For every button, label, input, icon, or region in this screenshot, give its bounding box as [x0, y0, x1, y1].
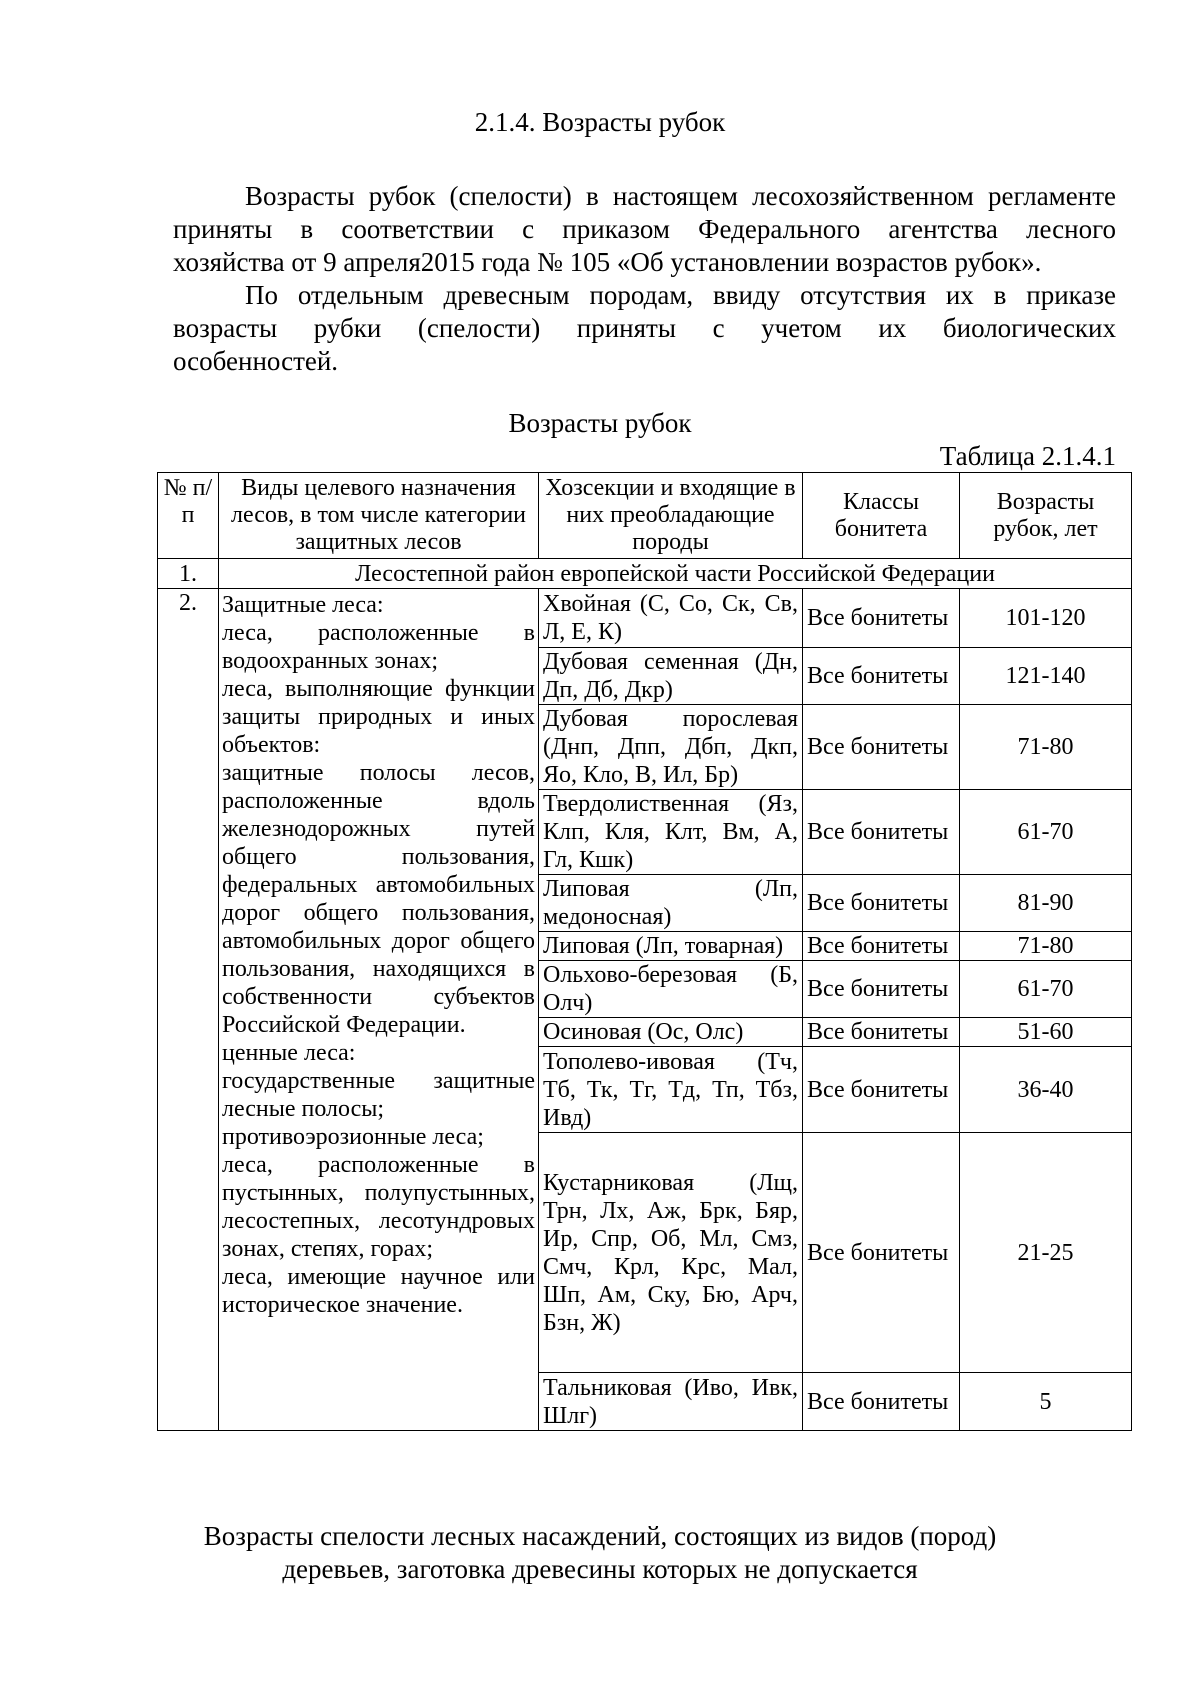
section-cell: Тальниковая (Иво, Ивк, Шлг)	[539, 1373, 803, 1431]
purpose-line: лесные полосы;	[222, 1096, 385, 1122]
cutting-ages-table	[157, 472, 1132, 1431]
intro-p2-line: возрасты рубки (спелости) приняты с учетом их биологических	[173, 313, 1116, 343]
class-cell: Все бонитеты	[803, 932, 960, 961]
region-num: 1.	[158, 559, 219, 589]
purpose-line: автомобильных дорог общего	[222, 928, 535, 954]
section-cell: Кустарниковая (Лщ, Трн, Лх, Аж, Брк, Бяр, Ир, Спр, Об, Мл, Смз, Смч, Крл, Крс, Мал, Шп, Ам, Ску, Бю, Арч, Бзн, Ж)	[539, 1133, 803, 1373]
purpose-cell	[219, 589, 539, 1431]
class-cell: Все бонитеты	[803, 648, 960, 705]
class-cell: Все бонитеты	[803, 1133, 960, 1373]
table-number: Таблица 2.1.4.1	[939, 441, 1116, 471]
purpose-line: пустынных, полупустынных,	[222, 1180, 535, 1206]
next-section-heading-line: деревьев, заготовка древесины которых не допускается	[282, 1554, 918, 1584]
class-cell: Все бонитеты	[803, 790, 960, 875]
section-title: 2.1.4. Возрасты рубок	[474, 107, 726, 137]
intro-p1-line: хозяйства от 9 апреля2015 года № 105 «Об установлении возрастов рубок».	[173, 247, 1042, 277]
section-cell: Ольхово-березовая (Б, Олч)	[539, 961, 803, 1018]
purpose-line: государственные защитные	[222, 1068, 535, 1094]
class-cell: Все бонитеты	[803, 1047, 960, 1133]
purpose-line: расположенные вдоль	[222, 788, 535, 814]
age-cell: 36-40	[960, 1047, 1132, 1133]
section-cell: Хвойная (С, Со, Ск, Св, Л, Е, К)	[539, 589, 803, 648]
age-cell: 61-70	[960, 790, 1132, 875]
purpose-line: лесостепных, лесотундровых	[222, 1208, 535, 1234]
purpose-line: историческое значение.	[222, 1292, 463, 1318]
region-name: Лесостепной район европейской части Российской Федерации	[219, 559, 1132, 589]
section-cell: Липовая (Лп, товарная)	[539, 932, 803, 961]
intro-p2-line: По отдельным древесным породам, ввиду отсутствия их в приказе	[245, 280, 1116, 310]
header-age: Возрасты рубок, лет	[960, 473, 1132, 559]
section-cell: Осиновая (Ос, Олс)	[539, 1018, 803, 1047]
section-cell: Липовая (Лп, медоносная)	[539, 875, 803, 932]
section-cell: Твердолиственная (Яз, Клп, Кля, Клт, Вм, А, Гл, Кшк)	[539, 790, 803, 875]
purpose-line: защитные полосы лесов,	[222, 760, 535, 786]
intro-paragraph-1	[173, 180, 1116, 279]
purpose-line: леса, расположенные в	[222, 1152, 535, 1178]
age-cell: 71-80	[960, 705, 1132, 790]
header-purpose: Виды целевого назначения лесов, в том числе категории защитных лесов	[219, 473, 539, 559]
class-cell: Все бонитеты	[803, 705, 960, 790]
purpose-line: федеральных автомобильных	[222, 872, 535, 898]
purpose-line: леса, имеющие научное или	[222, 1264, 535, 1290]
purpose-line: объектов:	[222, 732, 321, 758]
next-section-heading-line: Возрасты спелости лесных насаждений, состоящих из видов (пород)	[203, 1521, 997, 1551]
class-cell: Все бонитеты	[803, 875, 960, 932]
section-cell: Тополево-ивовая (Тч, Тб, Тк, Тг, Тд, Тп, Тбз, Ивд)	[539, 1047, 803, 1133]
class-cell: Все бонитеты	[803, 961, 960, 1018]
purpose-line: Защитные леса:	[222, 592, 384, 618]
purpose-line: ценные леса:	[222, 1040, 356, 1066]
purpose-line: Российской Федерации.	[222, 1012, 466, 1038]
header-class: Классы бонитета	[803, 473, 960, 559]
age-cell: 5	[960, 1373, 1132, 1431]
intro-p2-line: особенностей.	[173, 346, 339, 376]
intro-paragraph-2	[173, 279, 1116, 378]
table-row-region	[158, 559, 1132, 589]
section-cell: Дубовая семенная (Дн, Дп, Дб, Дкр)	[539, 648, 803, 705]
purpose-line: водоохранных зонах;	[222, 648, 439, 674]
purpose-line: противоэрозионные леса;	[222, 1124, 484, 1150]
purpose-line: защиты природных и иных	[222, 704, 535, 730]
class-cell: Все бонитеты	[803, 589, 960, 648]
purpose-line: зонах, степях, горах;	[222, 1236, 434, 1262]
purpose-line: пользования, находящихся в	[222, 956, 535, 982]
table-title: Возрасты рубок	[508, 408, 692, 438]
age-cell: 51-60	[960, 1018, 1132, 1047]
age-cell: 101-120	[960, 589, 1132, 648]
purpose-line: собственности субъектов	[222, 984, 535, 1010]
purpose-line: дорог общего пользования,	[222, 900, 535, 926]
age-cell: 81-90	[960, 875, 1132, 932]
purpose-line: общего пользования,	[222, 844, 535, 870]
header-section: Хозсекции и входящие в них преобладающие породы	[539, 473, 803, 559]
class-cell: Все бонитеты	[803, 1373, 960, 1431]
purpose-line: леса, расположенные в	[222, 620, 535, 646]
main-row-num: 2.	[158, 589, 219, 1431]
header-num: № п/п	[158, 473, 219, 559]
purpose-line: леса, выполняющие функции	[222, 676, 535, 702]
section-cell: Дубовая порослевая (Днп, Дпп, Дбп, Дкп, Яо, Кло, В, Ил, Бр)	[539, 705, 803, 790]
age-cell: 61-70	[960, 961, 1132, 1018]
age-cell: 71-80	[960, 932, 1132, 961]
next-section-heading	[0, 1520, 1200, 1586]
intro-p1-line: Возрасты рубок (спелости) в настоящем лесохозяйственном регламенте	[245, 181, 1116, 211]
intro-p1-line: приняты в соответствии с приказом Федерального агентства лесного	[173, 214, 1116, 244]
table-row	[158, 589, 1132, 648]
purpose-line: железнодорожных путей	[222, 816, 535, 842]
class-cell: Все бонитеты	[803, 1018, 960, 1047]
table-header-row	[158, 473, 1132, 559]
age-cell: 121-140	[960, 648, 1132, 705]
age-cell: 21-25	[960, 1133, 1132, 1373]
